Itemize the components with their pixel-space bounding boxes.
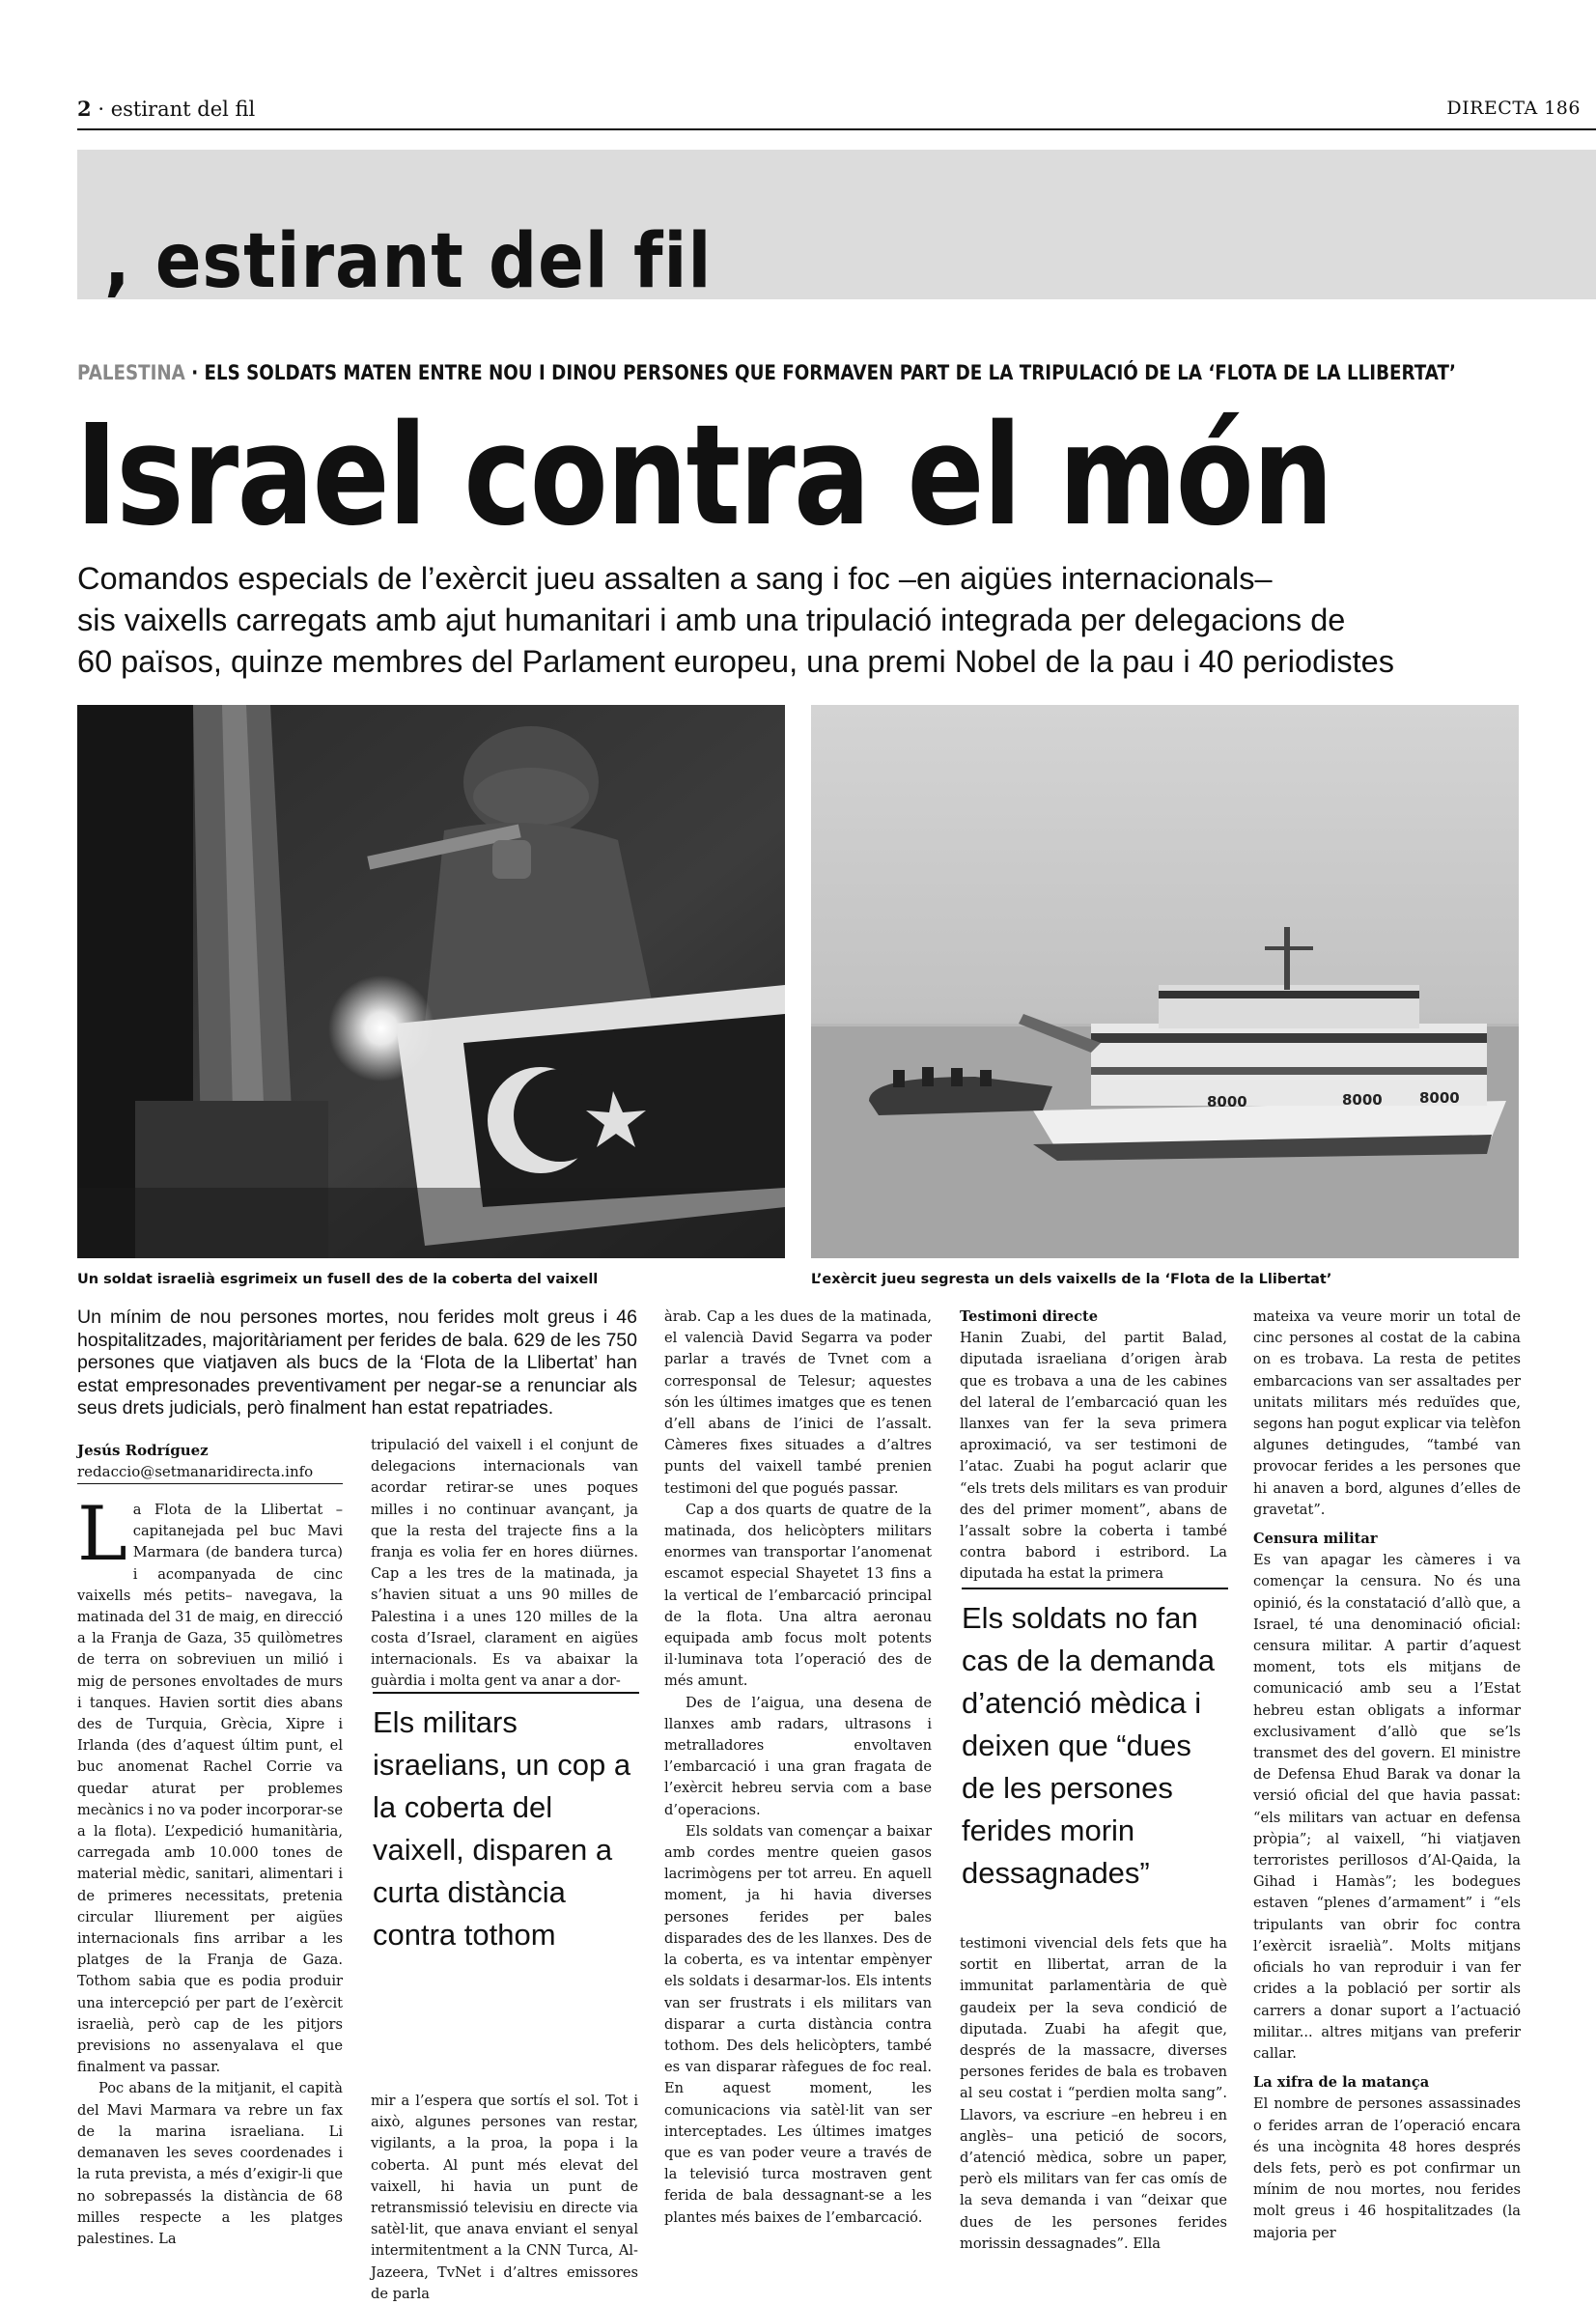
body-paragraph: Cap a dos quarts de quatre de la matinada, dos helicòpters militars enormes van transportar l’anomenat escamot especial Shayetet 13 fins a la vertical de l’embarcació principal de la flota. Una altra aeronau equipada amb focus molt potents il·luminava tota l’operació des de més amunt. <box>664 1501 932 1690</box>
summary: Un mínim de nou persones mortes, nou ferides molt greus i 46 hospitalitzades, majoritàriament per ferides de bala. 629 de les 750 persones que viatjaven als bucs de la ‘Flota de la Llibertat’ han estat empresonades preventivament per negar-se a renunciar als seus drets judicials, però finalment han estat repatriades. <box>77 1307 637 1419</box>
body-column-4-bottom <box>960 1933 1227 2255</box>
body-column-2-bottom <box>371 2091 638 2305</box>
paragraph-text: a Flota de la Llibertat –capitanejada pel buc Mavi Marmara (de bandera turca) i acompanyada de cinc vaixells més petits– navegava, la matinada del 31 de maig, en direcció a la Franja de Gaza, 35 quilòmetres de terra on sobreviuen un milió i mig de persones envoltades de murs i tanques. Havien sortit dies abans des de Turquia, Grècia, Xipre i Irlanda (des d’aquest últim punt, el buc anomenat Rachel Corrie va quedar aturat per problemes mecànics i no va poder incorporar-se a la flota). L’expedició humanitària, carregada amb 10.000 tones de material mèdic, sanitari, alimentari i de primeres necessitats, pretenia circular lliurement per aigües internacionals fins arribar a les platges de la Franja de Gaza. Tothom sabia que es podia produir una intercepció per part de l’exèrcit israelià, però cap de les pitjors previsions no assenyalava el que finalment va passar. <box>77 1502 343 2076</box>
byline-author: Jesús Rodríguez <box>77 1442 209 1459</box>
body-column-4-top <box>960 1307 1227 1586</box>
body-paragraph: Es van apagar les càmeres i va començar la censura. No és una opinió, és la constatació d’allò que, a Israel, té una denominació oficial: censura militar. A partir d’aquest moment, tots els mitjans de comunicació amb seu a l’Estat hebreu estan obligats a informar exclusivament d’allò que se’ls transmet des del govern. El ministre de Defensa Ehud Barak va donar la versió oficial del que havia passat: “els militars van actuar en defensa pròpia”; al vaixell, “hi viatjaven terroristes perillosos d’Al-Qaida, la Gihad i Hamàs”; les bodegues estaven “plenes d’armament” i “els tripulants van obrir foc contra l’exèrcit israelià”. Molts mitjans oficials ho van reproduir i van fer crides a la població per sortir als carrers a donar suport a l’actuació militar... altres mitjans van preferir callar. <box>1253 1552 1521 2062</box>
ship-photo-image <box>811 705 1519 1258</box>
dek-line: 60 països, quinze membres del Parlament europeu, una premi Nobel de la pau i 40 periodistes <box>77 644 1395 679</box>
photo-ship <box>811 705 1519 1258</box>
byline <box>77 1440 343 1482</box>
body-paragraph: àrab. Cap a les dues de la matinada, el valencià David Segarra va poder parlar a través de Tvnet com a corresponsal de Telesur; aquestes són les últimes imatges que es tenen d’ell abans de l’inici de l’assalt. Càmeres fixes situades a d’altres punts del vaixell també prenien testimoni del que pogués passar. <box>664 1308 932 1497</box>
section-title: , estirant del fil <box>104 218 713 305</box>
dropcap: L <box>77 1491 127 1578</box>
body-column-5 <box>1253 1307 1521 2244</box>
headline: Israel contra el món <box>75 394 1332 556</box>
body-paragraph: tripulació del vaixell i el conjunt de delegacions internacionals van acordar retirar-se unes poques milles i no continuar avançant, ja que la resta del trajecte fins a la franja es volia fer en hores diürnes. Cap a les tres de la matinada, ja s’havien situat a uns 90 milles de Palestina i a unes 120 milles de la costa d’Israel, clarament en aigües internacionals. Es va abaixar la guàrdia i molta gent va anar a dor- <box>371 1437 638 1690</box>
ship-hull-label: 8000 <box>1419 1089 1460 1107</box>
body-paragraph: mateixa va veure morir un total de cinc persones al costat de la cabina on es trobava. La resta de petites embarcacions van ser assaltades per unitats militars més reduïdes que, segons han pogut explicar via telèfon algunes detingudes, “també van provocar ferides a les persones que hi anaven a bord, algunes d’elles de gravetat”. <box>1253 1308 1521 1518</box>
subheading-testimoni: Testimoni directe <box>960 1308 1099 1325</box>
soldier-photo-image <box>77 705 785 1258</box>
body-paragraph: Hanin Zuabi, del partit Balad, diputada israeliana d’origen àrab que es trobava a una de les cabines del lateral de l’embarcació quan les llanxes van fer la seva primera aproximació, va ser testimoni de l’atac. Zuabi ha pogut aclarir que “els trets dels militars es van produir des del primer moment”, abans de l’assalt sobre la coberta i també contra babord i estribord. La diputada ha estat la primera <box>960 1330 1227 1583</box>
kicker-text: ELS SOLDATS MATEN ENTRE NOU I DINOU PERSONES QUE FORMAVEN PART DE LA TRIPULACIÓ DE LA ‘FLOTA DE LA LLIBERTAT’ <box>204 361 1456 384</box>
body-column-2-top <box>371 1435 638 1692</box>
header-rule <box>77 128 1596 130</box>
body-paragraph: mir a l’espera que sortís el sol. Tot i això, algunes persones van restar, vigilants, a la proa, la popa i la coberta. Al punt més elevat del vaixell, hi havia un punt de retransmissió televisiu en directe via satèl·lit, que anava enviant el senyal intermitentment a la CNN Turca, Al-Jazeera, TvNet i d’altres emissores de parla <box>371 2093 638 2302</box>
photo-soldier <box>77 705 785 1258</box>
subheading-censura: Censura militar <box>1253 1531 1378 1548</box>
photo-caption-right: L’exèrcit jueu segresta un dels vaixells de la ‘Flota de la Llibertat’ <box>811 1272 1332 1287</box>
dek-line: sis vaixells carregats amb ajut humanitari i amb una tripulació integrada per delegacions de <box>77 603 1346 637</box>
kicker-topic: PALESTINA <box>77 361 185 384</box>
body-paragraph: Poc abans de la mitjanit, el capità del Mavi Marmara va rebre un fax de la marina israeliana. Li demanaven les seves coordenades i la ruta prevista, a més d’exigir-li que no sobrepassés la distància de 68 milles respecte a les platges palestines. La <box>77 2080 343 2247</box>
ship-hull-label: 8000 <box>1342 1091 1383 1109</box>
body-paragraph: El nombre de persones assassinades o ferides arran de l’operació encara és una incògnita 48 hores després dels fets, però es pot confirmar un mínim de nou mortes, nou ferides molt greus i 46 hospitalitzades (la majoria per <box>1253 2095 1521 2241</box>
running-head-left <box>77 97 255 121</box>
body-column-3 <box>664 1307 932 2229</box>
dek <box>77 558 1545 683</box>
pull-quote-1: Els militars israelians, un cop a la coberta del vaixell, disparen a curta distància contra tothom <box>373 1692 639 1956</box>
page-number: 2 <box>77 97 92 121</box>
body-paragraph: Des de l’aigua, una desena de llanxes amb radars, ultrasons i metralladores envoltaven l’embarcació i una gran fragata de l’exèrcit hebreu servia com a base d’operacions. <box>664 1694 932 1818</box>
running-head-separator: · <box>98 98 104 121</box>
subheading-xifra: La xifra de la matança <box>1253 2074 1430 2092</box>
body-paragraph: Els soldats van començar a baixar amb cordes mentre queien gasos lacrimògens per tot arreu. En aquell moment, ja hi havia diverses persones ferides per bales disparades des de les llanxes. Des de la coberta, es va intentar empènyer els soldats i desarmar-los. Els intents van ser frustrats i els militars van disparar a curta distància contra tothom. Des dels helicòpters, també es van disparar ràfegues de foc real. En aquest moment, les comunicacions via satèl·lit van ser interceptades. Les últimes imatges que es van poder veure a través de la televisió turca mostraven gent ferida de bala dessagnant-se a les plantes més baixes de l’embarcació. <box>664 1822 932 2226</box>
running-head-section: estirant del fil <box>110 98 256 121</box>
publication-issue: DIRECTA 186 <box>1446 98 1581 119</box>
byline-rule <box>77 1483 343 1484</box>
photo-caption-left: Un soldat israelià esgrimeix un fusell des de la coberta del vaixell <box>77 1272 599 1287</box>
body-paragraph: testimoni vivencial dels fets que ha sortit en llibertat, arran de la immunitat parlamentària de què gaudeix per la seva condició de diputada. Zuabi ha afegit que, després de la massacre, diverses persones ferides de bala es trobaven al seu costat i “perdien molta sang”. Llavors, va escriure –en hebreu i en anglès– una petició de socors, d’atenció mèdica, sobre un paper, però els militars van fer cas omís de la seva demanda i van “deixar que dues de les persones ferides morissin dessagnades”. Ella <box>960 1935 1227 2252</box>
dek-line: Comandos especials de l’exèrcit jueu assalten a sang i foc –en aigües internacionals– <box>77 561 1273 596</box>
byline-email: redaccio@setmanaridirecta.info <box>77 1463 314 1480</box>
pull-quote-2: Els soldats no fan cas de la demanda d’atenció mèdica i deixen que “dues de les persones ferides morin dessagnades” <box>962 1588 1228 1895</box>
body-column-1 <box>77 1491 343 2250</box>
kicker-separator: · <box>191 361 199 384</box>
kicker <box>77 361 1456 384</box>
ship-hull-label: 8000 <box>1207 1093 1247 1110</box>
body-paragraph <box>77 1491 343 2078</box>
